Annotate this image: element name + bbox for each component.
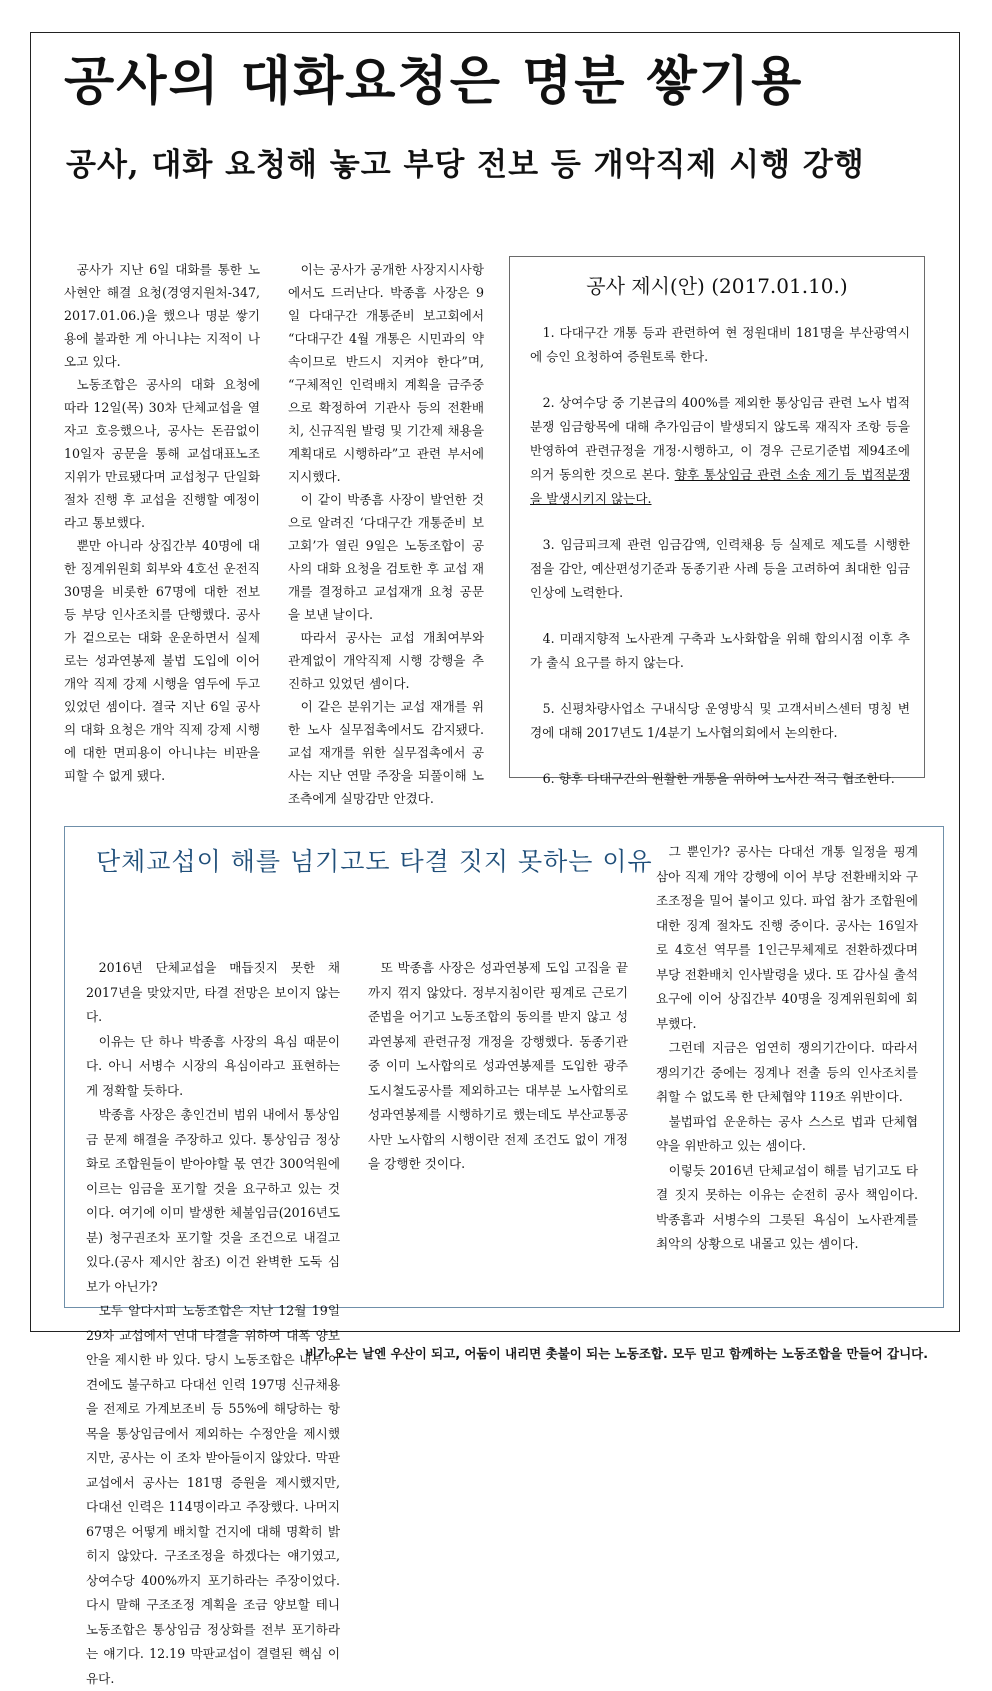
proposal-item: 2. 상여수당 중 기본급의 400%를 제외한 통상임금 관련 노사 법적 분쟁 임금항목에 대해 추가임금이 발생되지 않도록 재직자 조항 등을 반영하여 관련규정을 개정·시행하고, 이 경우 근로기준법 제94조에 의거 동의한 것으로 본다. 향후 통상임금 관련 소송 제기 등 법적분쟁을 발생시키지 않는다. [530,395,910,506]
article1-paragraph: 이 같은 분위기는 교섭 재개를 위한 노사 실무접촉에서도 감지됐다. 교섭 재개를 위한 실무접촉에서 공사는 지난 연말 주장을 되풀이해 노조측에게 실망감만 안겼다. [288,699,484,806]
proposal-item: 5. 신평차량사업소 구내식당 운영방식 및 고객서비스센터 명칭 변경에 대해 2017년도 1/4분기 노사협의회에서 논의한다. [530,701,910,740]
proposal-item: 3. 임금피크제 관련 임금감액, 인력채용 등 실제로 제도를 시행한 점을 감안, 예산편성기준과 동종기관 사례 등을 고려하여 최대한 임금인상에 노력한다. [530,537,910,600]
article2-title: 단체교섭이 해를 넘기고도 타결 짓지 못하는 이유 [96,847,653,876]
article2-paragraph: 그 뿐인가? 공사는 다대선 개통 일정을 핑계삼아 직제 개악 강행에 이어 부당 전환배치와 구조조정을 밀어 붙이고 있다. 파업 참가 조합원에 대한 징계 절차도 진행 중이다. 공사는 16일자로 4호선 역무를 1인근무체제로 전환하겠다며 부당 전환배치 인사발령을 냈다. 또 감사실 출석요구에 이어 상집간부 40명을 징계위원회에 회부했다. [656,844,918,1031]
article2-paragraph: 그런데 지금은 엄연히 쟁의기간이다. 따라서 쟁의기간 중에는 징계나 전출 등의 인사조치를 취할 수 없도록 한 단체협약 119조 위반이다. [656,1040,918,1104]
headline: 공사의 대화요청은 명분 쌓기용 [64,52,804,112]
proposal-box [509,256,925,786]
proposal-title: 공사 제시(안) (2017.01.10.) [586,274,848,298]
proposal-items [530,321,910,813]
article2-column-1 [86,956,340,1691]
article2-paragraph: 박종흠 사장은 총인건비 범위 내에서 통상임금 문제 해결을 주장하고 있다. 통상임금 정상화로 조합원들이 받아야할 몫 연간 300억원에 이르는 임금을 포기할 것을 요구하고 있는 것이다. 여기에 이미 발생한 체불임금(2016년도분) 청구권조차 포기할 것을 조건으로 내걸고 있다.(공사 제시안 참조) 이건 완벽한 도둑 심보가 아닌가? [86,1107,340,1294]
article2-column-2 [368,956,628,1177]
article1-paragraph: 노동조합은 공사의 대화 요청에 따라 12일(목) 30차 단체교섭을 열자고 호응했으나, 공사는 돈끔없이 10일자 공문을 통해 교섭대표노조 지위가 만료됐다며 교섭청구 단일화 절차 진행 후 교섭을 진행할 예정이라고 통보했다. [64,377,260,530]
article2-paragraph: 이유는 단 하나 박종흠 사장의 욕심 때문이다. 아니 서병수 시장의 욕심이라고 표현하는 게 정확할 듯하다. [86,1033,340,1098]
article1-paragraph: 뿐만 아니라 상집간부 40명에 대한 징계위원회 회부와 4호선 운전직 30명을 비롯한 67명에 대한 전보 등 부당 인사조치를 단행했다. 공사가 겉으로는 대화 운운하면서 실제로는 성과연봉제 불법 도입에 이어 개악 직제 강제 시행을 염두에 두고 있었던 셈이다. 결국 지난 6일 공사의 대화 요청은 개악 직제 강제 시행에 대한 면피용이 아니냐는 비판을 피할 수 없게 됐다. [64,538,260,783]
article1-column-1 [64,258,260,787]
footer-slogan: 비가 오는 날엔 우산이 되고, 어둠이 내리면 촛불이 되는 노동조합. 모두 믿고 함께하는 노동조합을 만들어 갑니다. [305,1346,928,1361]
proposal-item: 6. 향후 다대구간의 원활한 개통을 위하여 노사간 적극 협조한다. [542,771,895,786]
article1-column-2 [288,258,484,810]
article1-paragraph: 이는 공사가 공개한 사장지시사항에서도 드러난다. 박종흠 사장은 9일 다대구간 개통준비 보고회에서 “다대구간 4월 개통은 시민과의 약속이므로 반드시 지켜야 한다”며, “구체적인 인력배치 계획을 금주중으로 확정하여 기관사 등의 전환배치, 신규직원 발령 및 기간제 채용을 계획대로 시행하라”고 관련 부서에 지시했다. [288,262,484,484]
proposal-item: 4. 미래지향적 노사관계 구축과 노사화합을 위해 합의시점 이후 추가 출식 요구를 하지 않는다. [530,631,910,670]
article1-paragraph: 공사가 지난 6일 대화를 통한 노사현안 해결 요청(경영지원처-347, 2017.01.06.)을 했으나 명분 쌓기용에 불과한 게 아니냐는 지적이 나오고 있다. [64,262,260,369]
article2-paragraph: 모두 알다시피 노동조합은 지난 12월 19일 29차 교섭에서 연내 타결을 위하여 대폭 양보안을 제시한 바 있다. 당시 노동조합은 내부 이견에도 불구하고 다대선 인력 197명 신규채용을 전제로 가계보조비 등 55%에 해당하는 항목을 통상임금에서 제외하는 수정안을 제시했지만, 공사는 이 조차 받아들이지 않았다. 막판 교섭에서 공사는 181명 증원을 제시했지만, 다대선 인력은 114명이라고 주장했다. 나머지 67명은 어떻게 배치할 건지에 대해 명확히 밝히지 않았다. 구조조정을 하겠다는 얘기였고, 상여수당 400%까지 포기하라는 주장이었다. 다시 말해 구조조정 계획을 조금 양보할 테니 노동조합은 통상임금 정상화를 전부 포기하라는 얘기다. 12.19 막판교섭이 결렬된 핵심 이유다. [86,1303,340,1686]
article2-column-3 [656,840,918,1257]
article2-paragraph: 2016년 단체교섭을 매듭짓지 못한 채 2017년을 맞았지만, 타결 전망은 보이지 않는다. [86,960,340,1024]
proposal-item: 1. 다대구간 개통 등과 관련하여 현 정원대비 181명을 부산광역시에 승인 요청하여 증원토록 한다. [530,325,910,364]
article2-paragraph: 이렇듯 2016년 단체교섭이 해를 넘기고도 타결 짓지 못하는 이유는 순전히 공사 책임이다. 박종흠과 서병수의 그릇된 욕심이 노사관계를 최악의 상황으로 내몰고 있는 셈이다. [656,1162,918,1251]
article1-paragraph: 따라서 공사는 교섭 개최여부와 관계없이 개악직제 시행 강행을 추진하고 있었던 셈이다. [288,630,484,691]
proposal-item-emphasis: 향후 통상임금 관련 소송 제기 등 법적분쟁을 발생시키지 않는다. [530,467,910,506]
article2-paragraph: 또 박종흠 사장은 성과연봉제 도입 고집을 끝까지 꺾지 않았다. 정부지침이란 핑계로 근로기준법을 어기고 노동조합의 동의를 받지 않고 성과연봉제 관련규정 개정을 강행했다. 동종기관 중 이미 노사합의로 성과연봉제를 도입한 광주도시철도공사를 제외하고는 대부분 노사합의로 성과연봉제를 시행하기로 했는데도 부산교통공사만 노사합의 시행이란 전제 조건도 없이 개정을 강행한 것이다. [368,960,628,1171]
article1-paragraph: 이 같이 박종흠 사장이 발언한 것으로 알려진 ‘다대구간 개통준비 보고회’가 열린 9일은 노동조합이 공사의 대화 요청을 검토한 후 교섭 재개를 결정하고 교섭재개 요청 공문을 보낸 날이다. [288,492,484,622]
subheadline: 공사, 대화 요청해 놓고 부당 전보 등 개악직제 시행 강행 [66,147,865,183]
article2-paragraph: 불법파업 운운하는 공사 스스로 법과 단체협약을 위반하고 있는 셈이다. [656,1113,918,1153]
